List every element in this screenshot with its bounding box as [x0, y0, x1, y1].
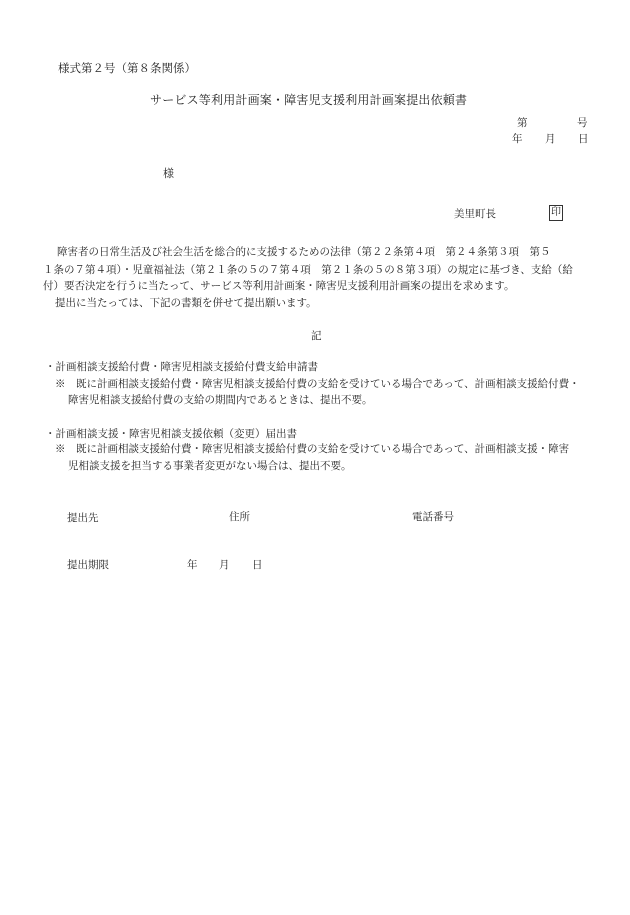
body-line: 障害者の日常生活及び社会生活を総合的に支援するための法律（第２２条第４項 第２４条第３項 第５ [57, 246, 551, 258]
item-note-continuation: 児相談支援を担当する事業者変更がない場合は、提出不要。 [68, 460, 352, 472]
form-number: 様式第２号（第８条関係） [58, 61, 196, 75]
date-day: 日 [578, 133, 589, 145]
body-line: 付）要否決定を行うに当たって、サービス等利用計画案・障害児支援利用計画案の提出を求めます。 [43, 280, 515, 292]
seal-label: 印 [551, 207, 561, 218]
ki-heading: 記 [311, 330, 322, 342]
item-note: ※ 既に計画相談支援給付費・障害児相談支援給付費の支給を受けている場合であって、計画相談支援給付費・ [55, 378, 580, 390]
address-label: 住所 [229, 511, 250, 523]
body-line: 提出に当たっては、下記の書類を併せて提出願います。 [55, 297, 317, 309]
date-year: 年 [512, 133, 523, 145]
number-suffix: 号 [577, 117, 588, 129]
destination-label: 提出先 [67, 512, 99, 524]
number-prefix: 第 [517, 117, 528, 129]
date-month: 月 [545, 133, 556, 145]
deadline-year: 年 [187, 559, 198, 571]
document-title: サービス等利用計画案・障害児支援利用計画案提出依頼書 [150, 93, 468, 107]
deadline-label: 提出期限 [67, 559, 109, 571]
item-note: ※ 既に計画相談支援給付費・障害児相談支援給付費の支給を受けている場合であって、計画相談支援・障害 [55, 443, 570, 455]
issuer-name: 美里町長 [454, 208, 496, 220]
deadline-day: 日 [252, 559, 263, 571]
deadline-month: 月 [219, 559, 230, 571]
item-note-continuation: 障害児相談支援給付費の支給の期間内であるときは、提出不要。 [68, 394, 373, 406]
item-heading: ・計画相談支援給付費・障害児相談支援給付費支給申請書 [45, 361, 318, 373]
seal-box [549, 205, 563, 221]
phone-label: 電話番号 [412, 511, 454, 523]
item-heading: ・計画相談支援・障害児相談支援依頼（変更）届出書 [45, 428, 297, 440]
addressee-honorific: 様 [163, 167, 174, 180]
body-line: １条の７第４項）・児童福祉法（第２１条の５の７第４項 第２１条の５の８第３項）の規定に基づき、支給（給 [43, 264, 573, 276]
